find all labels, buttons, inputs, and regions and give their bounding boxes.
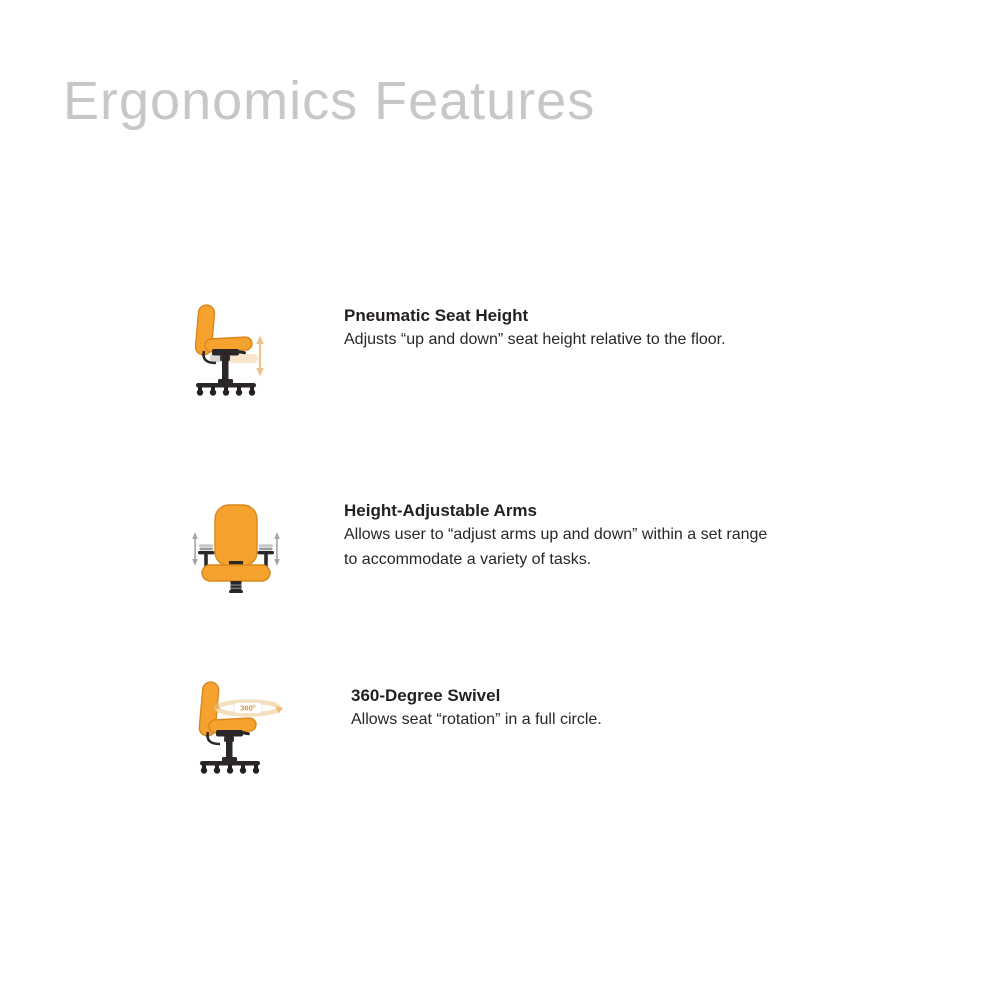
- feature-title: Pneumatic Seat Height: [344, 306, 529, 325]
- up-down-arrow-icon: [192, 532, 198, 566]
- swivel-degree-label: 360°: [240, 703, 256, 713]
- up-down-arrow-icon: [256, 336, 264, 377]
- rotation-band: [213, 702, 283, 715]
- feature-description: to accommodate a variety of tasks.: [344, 550, 592, 568]
- feature-description: Allows user to “adjust arms up and down” within a set range: [344, 526, 768, 543]
- feature-title: Height-Adjustable Arms: [344, 501, 538, 520]
- feature-height-adjustable-arms: [191, 501, 891, 601]
- armrest-pad: [258, 544, 275, 554]
- feature-360-degree-swivel: [193, 678, 893, 783]
- chair-side-seat-height-icon: [190, 303, 272, 404]
- feature-title: 360-Degree Swivel: [351, 686, 501, 705]
- page-title: Ergonomics Features: [63, 71, 596, 131]
- armrest-pad: [198, 544, 215, 554]
- chair-side-swivel-icon: [193, 678, 283, 782]
- up-down-arrow-icon: [274, 532, 280, 566]
- feature-pneumatic-seat-height: [190, 303, 890, 403]
- feature-description: Adjusts “up and down” seat height relative to the floor.: [344, 331, 726, 348]
- chair-front-adjustable-arms-icon: [191, 501, 281, 598]
- feature-description: Allows seat “rotation” in a full circle.: [351, 711, 602, 728]
